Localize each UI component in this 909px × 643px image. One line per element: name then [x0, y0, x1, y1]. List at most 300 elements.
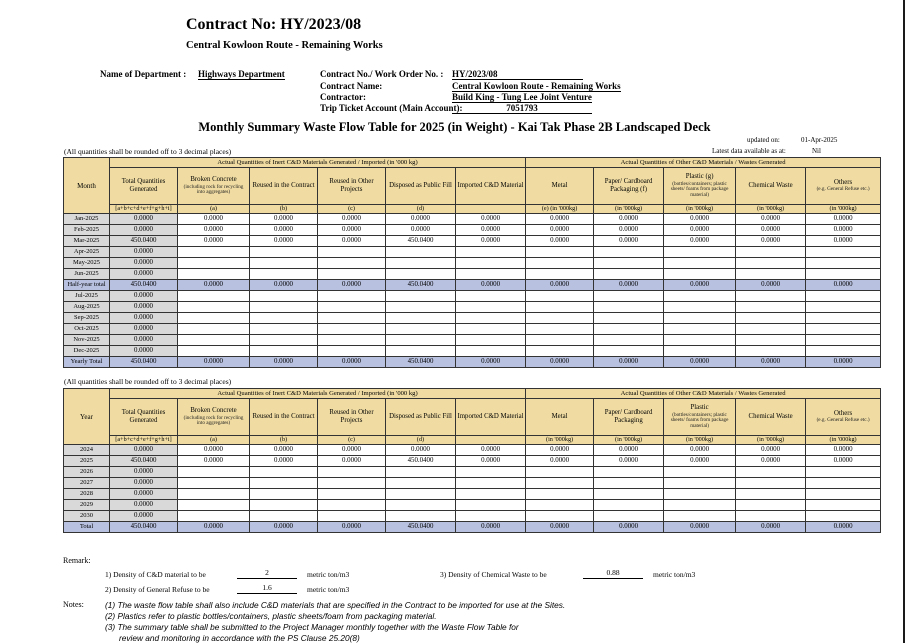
data-cell: 0.0000 [110, 511, 178, 522]
data-cell: 0.0000 [526, 445, 594, 456]
column-title: Total Quantities Generated [121, 409, 166, 424]
data-cell [318, 247, 386, 258]
column-title: Imported C&D Material [457, 182, 524, 190]
data-cell: 0.0000 [736, 445, 806, 456]
data-cell [664, 302, 736, 313]
column-subheader: (in '000kg) [664, 205, 736, 214]
column-title: Plastic (g) [685, 173, 714, 181]
data-cell: 450.0400 [386, 280, 456, 291]
data-cell [386, 313, 456, 324]
data-cell [318, 478, 386, 489]
table-row [64, 357, 881, 368]
row-label: Feb-2025 [64, 225, 110, 236]
data-cell [456, 291, 526, 302]
column-header [526, 168, 594, 205]
data-cell: 0.0000 [178, 225, 250, 236]
data-cell [736, 467, 806, 478]
note-line-4: review and monitoring in accordance with the PS Clause 25.20(8) [119, 633, 360, 643]
data-cell [736, 511, 806, 522]
contractor-label: Contractor: [320, 92, 366, 102]
latest-data-value: Nil [812, 147, 821, 155]
data-cell [736, 500, 806, 511]
data-cell [318, 258, 386, 269]
data-cell [736, 313, 806, 324]
table-row [64, 346, 881, 357]
data-cell [318, 291, 386, 302]
table-row [64, 225, 881, 236]
column-title: Others [834, 409, 853, 417]
data-cell: 0.0000 [250, 225, 318, 236]
table-row [64, 313, 881, 324]
data-cell: 0.0000 [250, 522, 318, 533]
column-header [456, 399, 526, 436]
data-cell: 450.0400 [110, 357, 178, 368]
data-cell: 0.0000 [526, 456, 594, 467]
table-row [64, 445, 881, 456]
row-label: 2026 [64, 467, 110, 478]
data-cell: 0.0000 [594, 456, 664, 467]
data-cell [594, 247, 664, 258]
column-subheader: (in '000kg) [594, 205, 664, 214]
data-cell [178, 346, 250, 357]
data-cell [664, 258, 736, 269]
data-cell [178, 324, 250, 335]
column-header [664, 168, 736, 205]
data-cell [664, 335, 736, 346]
data-cell [526, 313, 594, 324]
data-cell [526, 346, 594, 357]
data-cell: 0.0000 [594, 445, 664, 456]
data-cell [178, 247, 250, 258]
column-header [594, 399, 664, 436]
column-subheader: (in '000kg) [806, 205, 881, 214]
data-cell: 0.0000 [110, 445, 178, 456]
data-cell [736, 291, 806, 302]
data-cell: 0.0000 [110, 500, 178, 511]
column-title: Reused in the Contract [252, 182, 315, 190]
contract-name-label: Contract Name: [320, 81, 383, 91]
column-subheader: (in '000kg) [594, 436, 664, 445]
table-row [64, 236, 881, 247]
contract-no-value: HY/2023/08 [452, 69, 583, 80]
column-header [736, 399, 806, 436]
data-cell: 450.0400 [110, 522, 178, 533]
data-cell [456, 467, 526, 478]
table-row [64, 214, 881, 225]
data-cell [526, 258, 594, 269]
data-cell [664, 489, 736, 500]
data-cell: 0.0000 [178, 445, 250, 456]
column-note: (e.g. General Refuse etc.) [816, 417, 870, 424]
data-cell [736, 269, 806, 280]
data-cell [664, 313, 736, 324]
data-cell [594, 346, 664, 357]
data-cell: 0.0000 [318, 445, 386, 456]
column-subheader: (a) [178, 436, 250, 445]
data-cell: 450.0400 [386, 236, 456, 247]
column-subheader: (b) [250, 205, 318, 214]
data-cell [318, 467, 386, 478]
data-cell: 0.0000 [456, 236, 526, 247]
data-cell: 0.0000 [110, 478, 178, 489]
row-label: Nov-2025 [64, 335, 110, 346]
data-cell: 0.0000 [806, 225, 881, 236]
data-cell [664, 269, 736, 280]
column-title: Reused in the Contract [252, 413, 315, 421]
data-cell: 450.0400 [386, 357, 456, 368]
data-cell: 0.0000 [456, 280, 526, 291]
data-cell [178, 258, 250, 269]
data-cell: 0.0000 [594, 214, 664, 225]
data-cell [736, 324, 806, 335]
data-cell [178, 511, 250, 522]
data-cell [664, 324, 736, 335]
contract-name-value: Central Kowloon Route - Remaining Works [452, 81, 621, 91]
column-title: Imported C&D Material [457, 413, 524, 421]
data-cell [526, 291, 594, 302]
data-cell: 0.0000 [736, 236, 806, 247]
data-cell: 0.0000 [110, 269, 178, 280]
data-cell: 0.0000 [806, 280, 881, 291]
remark-label: Remark: [63, 556, 91, 565]
data-cell: 0.0000 [806, 445, 881, 456]
remark-item-1-text: 1) Density of C&D material to be [105, 570, 206, 579]
data-cell: 0.0000 [736, 357, 806, 368]
data-cell [526, 324, 594, 335]
row-label: 2025 [64, 456, 110, 467]
data-cell [664, 291, 736, 302]
column-note: (including rock for recycling into aggregates) [183, 183, 244, 196]
group-header-other: Actual Quantities of Other C&D Materials / Wastes Generated [526, 158, 881, 168]
data-cell [806, 467, 881, 478]
data-cell [250, 302, 318, 313]
data-cell: 0.0000 [664, 522, 736, 533]
data-cell [806, 500, 881, 511]
data-cell [456, 489, 526, 500]
column-subheader: (d) [386, 436, 456, 445]
column-title: Metal [551, 413, 568, 421]
data-cell: 0.0000 [250, 236, 318, 247]
data-cell: 0.0000 [386, 445, 456, 456]
data-cell [318, 500, 386, 511]
column-title: Paper/ Cardboard Packaging [604, 409, 653, 424]
data-cell [526, 302, 594, 313]
row-axis-header: Month [64, 158, 110, 214]
column-subheader: (a) [178, 205, 250, 214]
data-cell [806, 489, 881, 500]
row-label: 2027 [64, 478, 110, 489]
data-cell [178, 335, 250, 346]
data-cell: 0.0000 [178, 357, 250, 368]
column-header [806, 399, 881, 436]
data-cell [806, 291, 881, 302]
column-subheader: [a+b+c+d+e+f+g+h+i] [110, 436, 178, 445]
data-cell [386, 302, 456, 313]
row-label: 2029 [64, 500, 110, 511]
data-cell: 0.0000 [456, 445, 526, 456]
data-cell [736, 346, 806, 357]
report-title: Monthly Summary Waste Flow Table for 2025 (in Weight) - Kai Tak Phase 2B Landscaped Deck [198, 120, 711, 134]
data-cell [806, 346, 881, 357]
column-header [526, 399, 594, 436]
data-cell: 0.0000 [456, 456, 526, 467]
trip-ticket-value: 7051793 [452, 103, 592, 114]
table-row [64, 302, 881, 313]
data-cell [594, 269, 664, 280]
data-cell: 0.0000 [594, 236, 664, 247]
department-label: Name of Department : [100, 69, 187, 79]
contractor-value: Build King - Tung Lee Joint Venture [452, 92, 592, 102]
column-subheader: [a+b+c+d+e+f+g+h+i] [110, 205, 178, 214]
data-cell [526, 478, 594, 489]
trip-ticket-label: Trip Ticket Account (Main Account): [320, 103, 463, 113]
data-cell [594, 500, 664, 511]
data-cell: 0.0000 [736, 522, 806, 533]
data-cell [318, 313, 386, 324]
data-cell: 0.0000 [594, 280, 664, 291]
data-cell [806, 478, 881, 489]
data-cell: 0.0000 [664, 225, 736, 236]
data-cell: 0.0000 [664, 280, 736, 291]
data-cell [526, 269, 594, 280]
table-row [64, 489, 881, 500]
data-cell: 0.0000 [736, 214, 806, 225]
data-cell [250, 335, 318, 346]
column-header [456, 168, 526, 205]
column-header [318, 399, 386, 436]
row-label: Jun-2025 [64, 269, 110, 280]
remark-item-3-unit: metric ton/m3 [653, 570, 696, 579]
remark-item-2-text: 2) Density of General Refuse to be [105, 585, 210, 594]
data-cell [318, 346, 386, 357]
table-row [64, 280, 881, 291]
column-title: Reused in Other Projects [329, 178, 374, 193]
column-note: (bottles/containers; plastic sheets/ foams from package material) [670, 411, 729, 430]
data-cell: 0.0000 [110, 313, 178, 324]
data-cell [386, 500, 456, 511]
data-cell: 0.0000 [110, 346, 178, 357]
table-row [64, 324, 881, 335]
data-cell [456, 269, 526, 280]
data-cell: 0.0000 [318, 456, 386, 467]
column-header [110, 399, 178, 436]
data-cell: 0.0000 [110, 258, 178, 269]
data-cell [806, 269, 881, 280]
data-cell [250, 478, 318, 489]
data-cell [386, 258, 456, 269]
data-cell: 0.0000 [250, 280, 318, 291]
column-header [664, 399, 736, 436]
rounding-note-monthly: (All quantities shall be rounded off to 3 decimal places) [64, 147, 232, 156]
data-cell: 0.0000 [178, 280, 250, 291]
table-row [64, 335, 881, 346]
column-header [594, 168, 664, 205]
data-cell [250, 324, 318, 335]
data-cell [736, 258, 806, 269]
data-cell [386, 489, 456, 500]
data-cell [806, 313, 881, 324]
column-header [250, 168, 318, 205]
data-cell: 0.0000 [250, 357, 318, 368]
data-cell: 0.0000 [594, 357, 664, 368]
column-note: (bottles/containers; plastic sheets/ foams from package material) [670, 180, 729, 199]
data-cell: 0.0000 [178, 522, 250, 533]
column-note: (e.g. General Refuse etc.) [816, 186, 870, 193]
data-cell [806, 247, 881, 258]
data-cell: 0.0000 [526, 522, 594, 533]
row-label: Mar-2025 [64, 236, 110, 247]
data-cell [456, 324, 526, 335]
data-cell: 0.0000 [110, 291, 178, 302]
row-label: May-2025 [64, 258, 110, 269]
table-row [64, 522, 881, 533]
data-cell [178, 500, 250, 511]
data-cell [594, 467, 664, 478]
note-line-2: (2) Plastics refer to plastic bottles/containers, plastic sheets/foam from packaging material. [105, 611, 437, 621]
data-cell: 0.0000 [526, 214, 594, 225]
data-cell: 450.0400 [386, 522, 456, 533]
data-cell [526, 500, 594, 511]
column-title: Disposed as Public Fill [389, 413, 452, 421]
data-cell [250, 291, 318, 302]
contract-title: Contract No: HY/2023/08 [186, 16, 362, 33]
data-cell: 0.0000 [250, 445, 318, 456]
row-axis-header: Year [64, 389, 110, 445]
remark-item-3-value: 0.88 [583, 568, 643, 579]
data-cell [806, 335, 881, 346]
data-cell: 0.0000 [318, 225, 386, 236]
row-label: Total [64, 522, 110, 533]
data-cell: 0.0000 [110, 489, 178, 500]
column-subheader [456, 205, 526, 214]
data-cell: 0.0000 [594, 225, 664, 236]
data-cell [456, 511, 526, 522]
data-cell [736, 302, 806, 313]
remark-item-2-unit: metric ton/m3 [307, 585, 350, 594]
data-cell [736, 335, 806, 346]
column-note: (including rock for recycling into aggregates) [183, 414, 244, 427]
data-cell [386, 467, 456, 478]
data-cell: 450.0400 [110, 236, 178, 247]
data-cell: 0.0000 [736, 456, 806, 467]
column-header [386, 399, 456, 436]
data-cell [178, 302, 250, 313]
data-cell: 0.0000 [110, 214, 178, 225]
data-cell [250, 346, 318, 357]
data-cell: 0.0000 [250, 214, 318, 225]
data-cell: 0.0000 [736, 225, 806, 236]
column-subheader: (c) [318, 436, 386, 445]
data-cell [806, 258, 881, 269]
data-cell: 0.0000 [806, 522, 881, 533]
data-cell [250, 500, 318, 511]
updated-on-label: updated on: [747, 136, 780, 144]
data-cell: 0.0000 [806, 214, 881, 225]
data-cell: 0.0000 [386, 225, 456, 236]
data-cell [664, 247, 736, 258]
group-header-other: Actual Quantities of Other C&D Materials / Wastes Generated [526, 389, 881, 399]
data-cell [594, 313, 664, 324]
data-cell [386, 478, 456, 489]
column-subheader: (b) [250, 436, 318, 445]
column-title: Paper/ Cardboard Packaging (f) [604, 178, 653, 193]
data-cell: 0.0000 [456, 522, 526, 533]
column-header [736, 168, 806, 205]
data-cell [594, 489, 664, 500]
data-cell [386, 511, 456, 522]
column-title: Broken Concrete [190, 406, 237, 414]
data-cell [250, 511, 318, 522]
data-cell: 0.0000 [664, 456, 736, 467]
row-label: Jan-2025 [64, 214, 110, 225]
data-cell [250, 467, 318, 478]
data-cell: 0.0000 [806, 456, 881, 467]
data-cell [526, 511, 594, 522]
data-cell: 0.0000 [318, 214, 386, 225]
yearly-waste-table [63, 388, 881, 533]
data-cell [386, 247, 456, 258]
latest-data-label: Latest data available as at: [712, 147, 786, 155]
data-cell [456, 313, 526, 324]
data-cell [664, 467, 736, 478]
row-label: 2024 [64, 445, 110, 456]
data-cell: 450.0400 [110, 280, 178, 291]
row-label: 2030 [64, 511, 110, 522]
data-cell: 0.0000 [110, 335, 178, 346]
data-cell: 0.0000 [178, 214, 250, 225]
data-cell [318, 302, 386, 313]
updated-on-value: 01-Apr-2025 [801, 136, 838, 144]
data-cell [806, 324, 881, 335]
data-cell [594, 478, 664, 489]
data-cell [178, 478, 250, 489]
group-header-inert: Actual Quantities of Inert C&D Materials Generated / Imported (in '000 kg) [110, 389, 526, 399]
data-cell [594, 258, 664, 269]
column-header [178, 399, 250, 436]
rounding-note-yearly: (All quantities shall be rounded off to 3 decimal places) [64, 377, 232, 386]
column-subheader: (e) (in '000kg) [526, 205, 594, 214]
data-cell: 450.0400 [386, 456, 456, 467]
monthly-waste-table [63, 157, 881, 368]
data-cell: 0.0000 [178, 236, 250, 247]
data-cell: 0.0000 [736, 280, 806, 291]
data-cell [250, 313, 318, 324]
data-cell: 0.0000 [318, 522, 386, 533]
data-cell: 0.0000 [664, 214, 736, 225]
data-cell [318, 335, 386, 346]
data-cell: 0.0000 [110, 302, 178, 313]
data-cell: 0.0000 [318, 236, 386, 247]
data-cell: 0.0000 [456, 225, 526, 236]
column-title: Total Quantities Generated [121, 178, 166, 193]
column-subheader: (in '000kg) [736, 205, 806, 214]
data-cell: 0.0000 [110, 225, 178, 236]
column-title: Chemical Waste [748, 182, 793, 190]
data-cell [318, 511, 386, 522]
column-subheader: (c) [318, 205, 386, 214]
data-cell [250, 489, 318, 500]
table-row [64, 478, 881, 489]
column-title: Disposed as Public Fill [389, 182, 452, 190]
data-cell [526, 489, 594, 500]
data-cell [594, 335, 664, 346]
remark-item-1-value: 2 [237, 568, 297, 579]
column-title: Chemical Waste [748, 413, 793, 421]
data-cell [664, 346, 736, 357]
data-cell [386, 269, 456, 280]
column-header [178, 168, 250, 205]
group-header-inert: Actual Quantities of Inert C&D Materials Generated / Imported (in '000 kg) [110, 158, 526, 168]
